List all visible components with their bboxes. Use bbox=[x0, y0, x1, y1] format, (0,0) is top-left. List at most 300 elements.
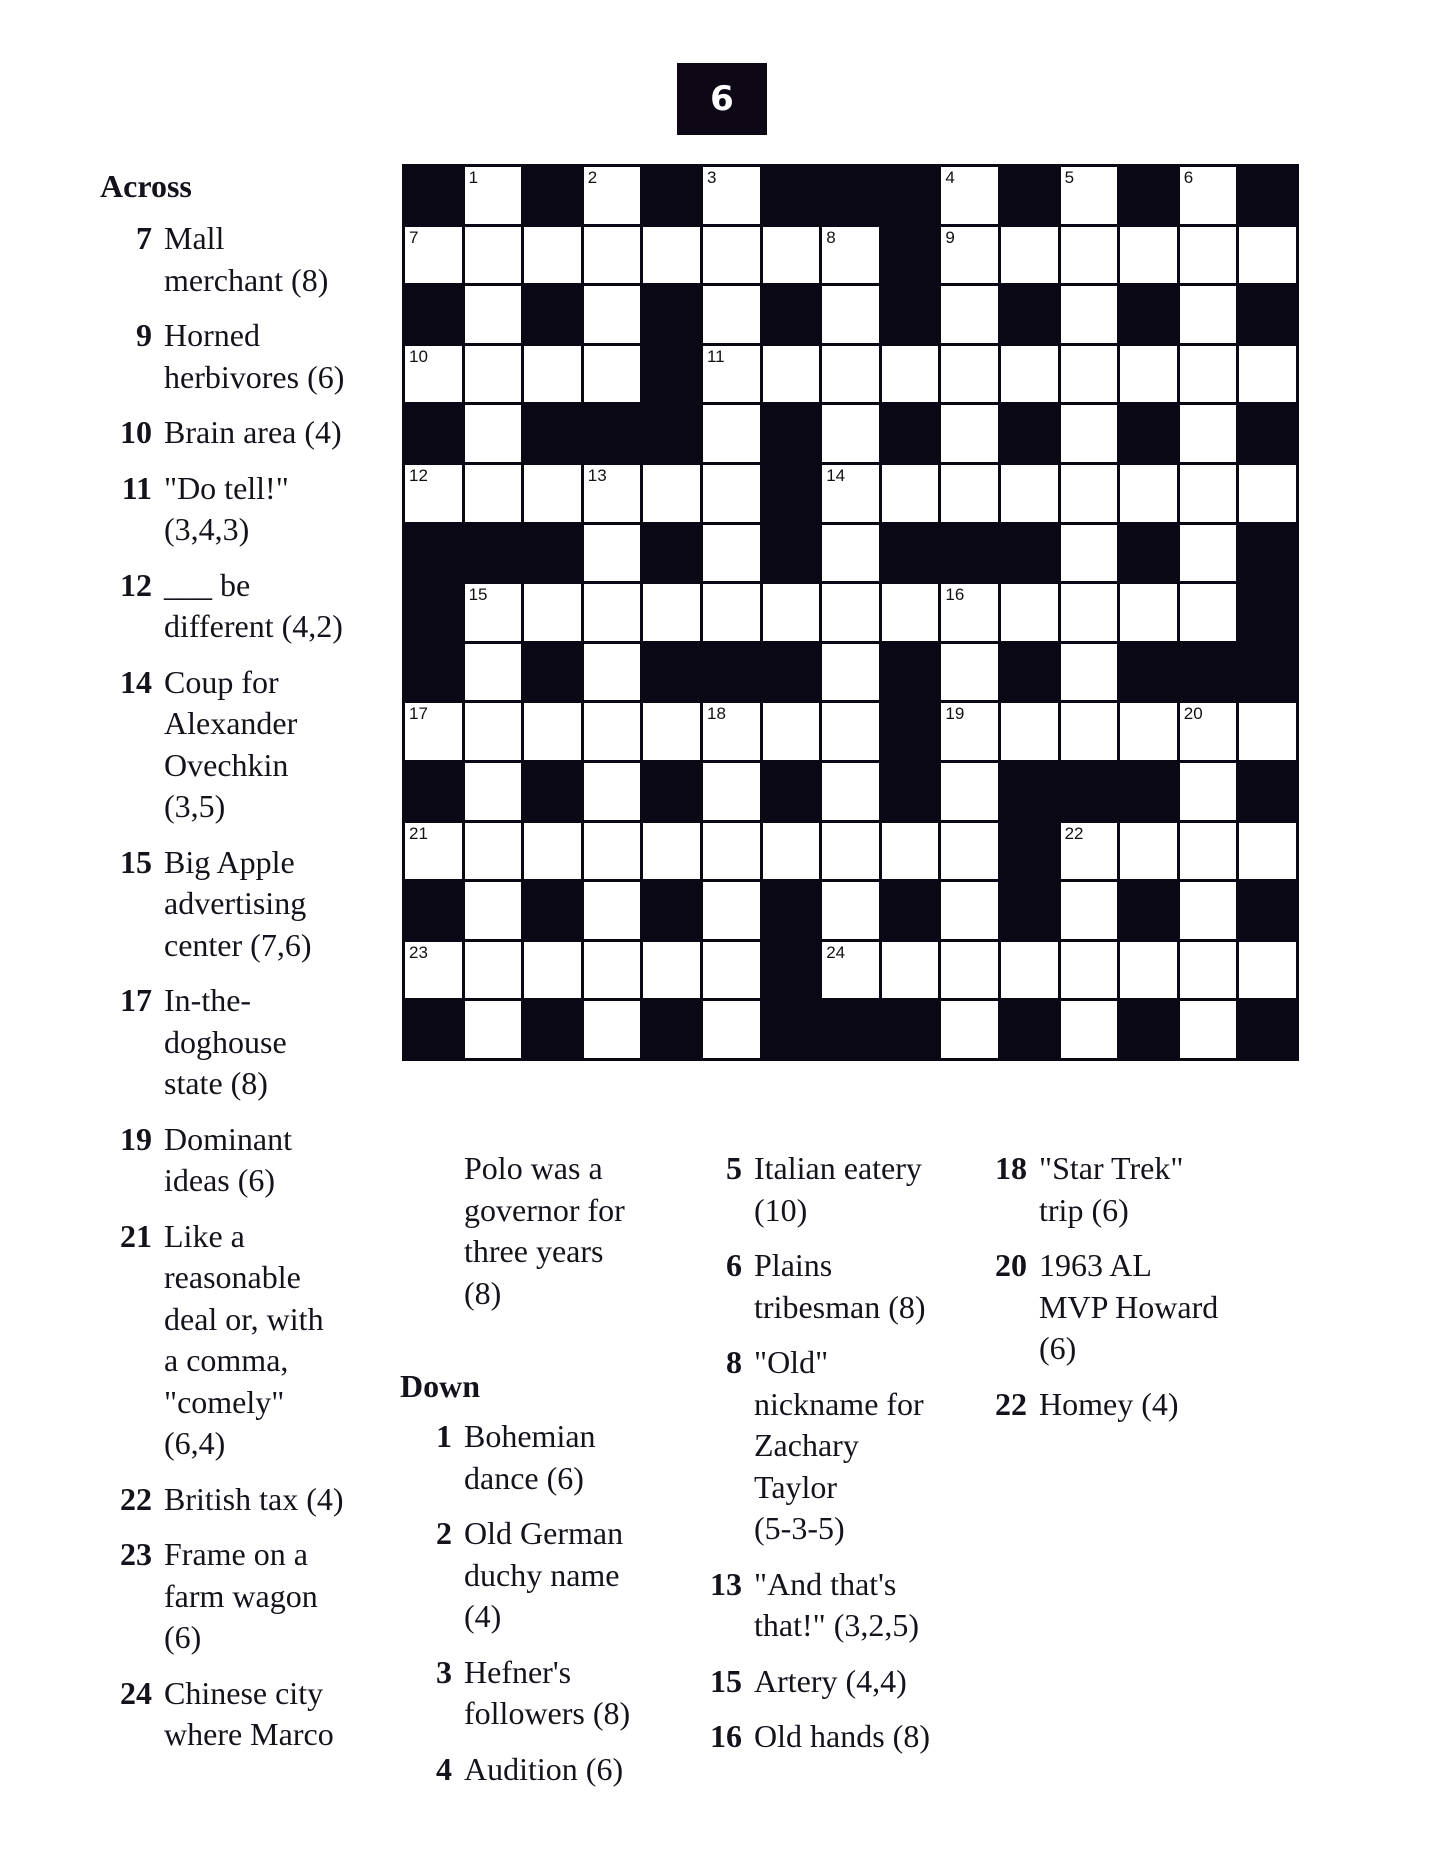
grid-cell[interactable] bbox=[524, 942, 581, 999]
grid-cell[interactable] bbox=[584, 942, 641, 999]
clue-number-label: 14 bbox=[826, 465, 846, 485]
page-number: 6 bbox=[710, 79, 734, 119]
across-clue-24 bbox=[100, 1673, 390, 1756]
clue-number-label: 4 bbox=[945, 168, 955, 187]
grid-cell[interactable] bbox=[405, 703, 462, 760]
grid-cell[interactable] bbox=[822, 405, 879, 462]
grid-block-cell bbox=[882, 525, 939, 582]
grid-cell[interactable] bbox=[643, 823, 700, 880]
grid-cell[interactable] bbox=[1120, 703, 1177, 760]
across-clue-12 bbox=[100, 565, 390, 648]
grid-cell[interactable] bbox=[584, 346, 641, 403]
grid-block-cell bbox=[882, 644, 939, 701]
across-clue-17 bbox=[100, 980, 390, 1105]
grid-block-cell bbox=[882, 763, 939, 820]
grid-cell[interactable] bbox=[1180, 525, 1237, 582]
clue-text: Coup for Alexander Ovechkin (3,5) bbox=[164, 663, 298, 824]
grid-cell[interactable] bbox=[1239, 823, 1296, 880]
grid-block-cell bbox=[763, 644, 820, 701]
across-clue-7 bbox=[100, 218, 390, 301]
clue-number: 8 bbox=[726, 1344, 742, 1380]
clue-number: 15 bbox=[120, 843, 152, 880]
across-clue-9 bbox=[100, 315, 390, 398]
down-clue-16 bbox=[690, 1716, 980, 1758]
grid-cell[interactable] bbox=[1180, 227, 1237, 284]
grid-block-cell bbox=[405, 167, 462, 224]
grid-cell[interactable] bbox=[584, 227, 641, 284]
down-clue-4 bbox=[400, 1749, 690, 1791]
grid-block-cell bbox=[1120, 167, 1177, 224]
grid-cell[interactable] bbox=[941, 1001, 998, 1058]
grid-cell[interactable] bbox=[1061, 227, 1118, 284]
grid-block-cell bbox=[763, 525, 820, 582]
grid-block-cell bbox=[405, 763, 462, 820]
grid-cell[interactable] bbox=[941, 942, 998, 999]
grid-cell[interactable] bbox=[465, 644, 522, 701]
grid-cell[interactable] bbox=[465, 763, 522, 820]
grid-block-cell bbox=[882, 703, 939, 760]
grid-cell[interactable] bbox=[1180, 703, 1237, 760]
grid-cell[interactable] bbox=[822, 703, 879, 760]
grid-cell[interactable] bbox=[643, 465, 700, 522]
grid-block-cell bbox=[1239, 763, 1296, 820]
grid-cell[interactable] bbox=[1180, 286, 1237, 343]
grid-cell[interactable] bbox=[643, 584, 700, 641]
clue-number: 9 bbox=[136, 317, 152, 353]
grid-cell[interactable] bbox=[822, 286, 879, 343]
grid-cell[interactable] bbox=[882, 823, 939, 880]
grid-cell[interactable] bbox=[1001, 584, 1058, 641]
across-clues-column bbox=[100, 168, 390, 1770]
grid-cell[interactable] bbox=[703, 286, 760, 343]
clue-text: Like a reasonable deal or, with a comma, "comely" (6,4) bbox=[164, 1217, 324, 1461]
grid-block-cell bbox=[524, 167, 581, 224]
clue-number: 22 bbox=[120, 1480, 152, 1517]
grid-cell[interactable] bbox=[405, 942, 462, 999]
grid-cell[interactable] bbox=[703, 882, 760, 939]
across-clue-15 bbox=[100, 842, 390, 967]
grid-block-cell bbox=[763, 763, 820, 820]
grid-cell[interactable] bbox=[643, 703, 700, 760]
across-clue-23 bbox=[100, 1534, 390, 1659]
grid-cell[interactable] bbox=[465, 703, 522, 760]
grid-cell[interactable] bbox=[465, 942, 522, 999]
clue-text: British tax (4) bbox=[164, 1480, 344, 1517]
grid-block-cell bbox=[763, 286, 820, 343]
grid-cell[interactable] bbox=[1001, 703, 1058, 760]
grid-block-cell bbox=[1001, 823, 1058, 880]
grid-cell[interactable] bbox=[524, 584, 581, 641]
crossword-grid bbox=[402, 164, 1299, 1061]
grid-cell[interactable] bbox=[1061, 703, 1118, 760]
grid-cell[interactable] bbox=[703, 1001, 760, 1058]
grid-cell[interactable] bbox=[643, 227, 700, 284]
grid-cell[interactable] bbox=[465, 1001, 522, 1058]
grid-block-cell bbox=[405, 286, 462, 343]
grid-block-cell bbox=[1120, 286, 1177, 343]
grid-cell[interactable] bbox=[763, 823, 820, 880]
grid-cell[interactable] bbox=[584, 167, 641, 224]
clue-number: 1 bbox=[436, 1418, 452, 1454]
grid-cell[interactable] bbox=[1180, 465, 1237, 522]
grid-cell[interactable] bbox=[882, 465, 939, 522]
grid-block-cell bbox=[405, 584, 462, 641]
grid-cell[interactable] bbox=[703, 346, 760, 403]
clue-number-label: 1 bbox=[468, 168, 479, 187]
grid-cell[interactable] bbox=[524, 465, 581, 522]
grid-block-cell bbox=[1001, 405, 1058, 462]
grid-cell[interactable] bbox=[1180, 763, 1237, 820]
grid-cell[interactable] bbox=[465, 823, 522, 880]
grid-block-cell bbox=[643, 882, 700, 939]
clue-text: Old hands (8) bbox=[754, 1718, 930, 1754]
clue-number: 19 bbox=[120, 1120, 152, 1157]
grid-cell[interactable] bbox=[1180, 405, 1237, 462]
grid-cell[interactable] bbox=[1239, 227, 1296, 284]
grid-cell[interactable] bbox=[703, 703, 760, 760]
grid-cell[interactable] bbox=[465, 286, 522, 343]
grid-cell[interactable] bbox=[822, 346, 879, 403]
clue-number-label: 3 bbox=[706, 168, 717, 187]
grid-cell[interactable] bbox=[822, 584, 879, 641]
clue-text: Italian eatery (10) bbox=[754, 1150, 922, 1228]
clue-text: ___ be different (4,2) bbox=[164, 566, 343, 644]
grid-cell[interactable] bbox=[822, 227, 879, 284]
grid-block-cell bbox=[584, 405, 641, 462]
grid-block-cell bbox=[1001, 286, 1058, 343]
grid-cell[interactable] bbox=[1001, 346, 1058, 403]
clue-number: 2 bbox=[436, 1515, 452, 1551]
grid-cell[interactable] bbox=[465, 227, 522, 284]
grid-block-cell bbox=[882, 286, 939, 343]
clue-number: 11 bbox=[121, 469, 152, 506]
grid-cell[interactable] bbox=[584, 882, 641, 939]
clue-text: Dominant ideas (6) bbox=[164, 1120, 292, 1198]
grid-cell[interactable] bbox=[763, 703, 820, 760]
clue-number-label: 10 bbox=[409, 346, 428, 366]
grid-cell[interactable] bbox=[882, 942, 939, 999]
clue-number: 13 bbox=[710, 1565, 742, 1602]
grid-block-cell bbox=[1120, 525, 1177, 582]
clue-number: 3 bbox=[436, 1653, 452, 1690]
grid-cell[interactable] bbox=[1180, 167, 1237, 224]
down-clue-20 bbox=[975, 1245, 1275, 1370]
clue-number-label: 22 bbox=[1064, 823, 1084, 843]
grid-cell[interactable] bbox=[584, 525, 641, 582]
grid-block-cell bbox=[1239, 167, 1296, 224]
down-clues-column-2 bbox=[690, 1148, 980, 1772]
grid-cell[interactable] bbox=[882, 584, 939, 641]
down-clue-18 bbox=[975, 1148, 1275, 1231]
grid-block-cell bbox=[405, 882, 462, 939]
grid-block-cell bbox=[643, 167, 700, 224]
grid-cell[interactable] bbox=[1001, 465, 1058, 522]
clue-number-label: 9 bbox=[945, 227, 955, 247]
grid-block-cell bbox=[524, 763, 581, 820]
grid-cell[interactable] bbox=[703, 227, 760, 284]
grid-cell[interactable] bbox=[524, 823, 581, 880]
down-clue-22 bbox=[975, 1384, 1275, 1426]
down-clue-2 bbox=[400, 1513, 690, 1638]
grid-cell[interactable] bbox=[465, 465, 522, 522]
grid-cell[interactable] bbox=[703, 763, 760, 820]
grid-cell[interactable] bbox=[1061, 286, 1118, 343]
grid-cell[interactable] bbox=[405, 227, 462, 284]
grid-cell[interactable] bbox=[1180, 942, 1237, 999]
grid-block-cell bbox=[643, 644, 700, 701]
across-clue-10 bbox=[100, 412, 390, 454]
grid-cell[interactable] bbox=[822, 525, 879, 582]
grid-cell[interactable] bbox=[1120, 346, 1177, 403]
grid-cell[interactable] bbox=[941, 286, 998, 343]
grid-cell[interactable] bbox=[584, 1001, 641, 1058]
grid-block-cell bbox=[1239, 644, 1296, 701]
grid-cell[interactable] bbox=[763, 584, 820, 641]
grid-cell[interactable] bbox=[1061, 405, 1118, 462]
grid-cell[interactable] bbox=[822, 942, 879, 999]
grid-cell[interactable] bbox=[1120, 465, 1177, 522]
down-clues-column-3 bbox=[975, 1148, 1275, 1439]
grid-cell[interactable] bbox=[822, 763, 879, 820]
clue-text: Homey (4) bbox=[1039, 1385, 1179, 1422]
grid-block-cell bbox=[524, 644, 581, 701]
grid-block-cell bbox=[703, 644, 760, 701]
clue-number: 14 bbox=[120, 663, 152, 700]
grid-cell[interactable] bbox=[1061, 1001, 1118, 1058]
grid-cell[interactable] bbox=[1180, 346, 1237, 403]
grid-cell[interactable] bbox=[1061, 525, 1118, 582]
grid-cell[interactable] bbox=[584, 465, 641, 522]
grid-cell[interactable] bbox=[1120, 942, 1177, 999]
grid-cell[interactable] bbox=[822, 644, 879, 701]
down-clues-column-1 bbox=[400, 1148, 690, 1804]
grid-block-cell bbox=[405, 644, 462, 701]
clue-number-label: 12 bbox=[409, 465, 428, 485]
grid-block-cell bbox=[643, 346, 700, 403]
grid-block-cell bbox=[1120, 644, 1177, 701]
grid-block-cell bbox=[1239, 1001, 1296, 1058]
across-clue-list bbox=[100, 218, 390, 1756]
grid-cell[interactable] bbox=[1061, 167, 1118, 224]
grid-cell[interactable] bbox=[941, 584, 998, 641]
grid-block-cell bbox=[1061, 763, 1118, 820]
grid-block-cell bbox=[1001, 525, 1058, 582]
grid-cell[interactable] bbox=[1239, 346, 1296, 403]
grid-cell[interactable] bbox=[1061, 644, 1118, 701]
grid-cell[interactable] bbox=[584, 763, 641, 820]
grid-block-cell bbox=[1001, 644, 1058, 701]
clue-text: Audition (6) bbox=[464, 1750, 624, 1787]
clue-number-label: 13 bbox=[587, 465, 607, 485]
grid-block-cell bbox=[882, 1001, 939, 1058]
clue-text: Big Apple advertising center (7,6) bbox=[164, 843, 312, 963]
grid-cell[interactable] bbox=[1061, 584, 1118, 641]
grid-block-cell bbox=[643, 286, 700, 343]
grid-cell[interactable] bbox=[941, 882, 998, 939]
clue-number: 22 bbox=[995, 1385, 1027, 1422]
down-clue-list-1 bbox=[400, 1416, 690, 1790]
grid-block-cell bbox=[524, 1001, 581, 1058]
grid-block-cell bbox=[1001, 763, 1058, 820]
clue-text: Mall merchant (8) bbox=[164, 220, 329, 298]
grid-cell[interactable] bbox=[703, 167, 760, 224]
grid-block-cell bbox=[643, 405, 700, 462]
grid-cell[interactable] bbox=[465, 584, 522, 641]
grid-cell[interactable] bbox=[465, 346, 522, 403]
grid-cell[interactable] bbox=[465, 405, 522, 462]
grid-cell[interactable] bbox=[1061, 346, 1118, 403]
grid-cell[interactable] bbox=[941, 405, 998, 462]
grid-cell[interactable] bbox=[941, 465, 998, 522]
clue-text: Brain area (4) bbox=[164, 414, 342, 450]
grid-cell[interactable] bbox=[1061, 823, 1118, 880]
grid-block-cell bbox=[882, 167, 939, 224]
grid-block-cell bbox=[822, 1001, 879, 1058]
grid-cell[interactable] bbox=[941, 167, 998, 224]
clue-number: 4 bbox=[436, 1750, 452, 1787]
grid-block-cell bbox=[1120, 763, 1177, 820]
grid-cell[interactable] bbox=[584, 286, 641, 343]
grid-block-cell bbox=[1239, 882, 1296, 939]
clue-number-label: 8 bbox=[826, 227, 836, 247]
grid-block-cell bbox=[882, 227, 939, 284]
grid-block-cell bbox=[882, 405, 939, 462]
grid-block-cell bbox=[1120, 882, 1177, 939]
page-number-badge bbox=[677, 63, 767, 135]
clue-number: 18 bbox=[995, 1150, 1027, 1186]
grid-cell[interactable] bbox=[1239, 942, 1296, 999]
grid-cell[interactable] bbox=[941, 227, 998, 284]
grid-cell[interactable] bbox=[941, 703, 998, 760]
grid-cell[interactable] bbox=[941, 763, 998, 820]
grid-cell[interactable] bbox=[405, 465, 462, 522]
grid-cell[interactable] bbox=[1061, 882, 1118, 939]
clue-text: Artery (4,4) bbox=[754, 1662, 907, 1699]
down-heading: Down bbox=[400, 1368, 481, 1404]
clue-text: "Star Trek" trip (6) bbox=[1039, 1150, 1184, 1228]
clue-number-label: 19 bbox=[945, 704, 965, 724]
clue-text: 1963 AL MVP Howard (6) bbox=[1039, 1247, 1219, 1366]
grid-cell[interactable] bbox=[584, 823, 641, 880]
grid-cell[interactable] bbox=[941, 644, 998, 701]
grid-block-cell bbox=[1180, 644, 1237, 701]
clue-text: Chinese city where Marco bbox=[164, 1674, 334, 1752]
clue-number: 23 bbox=[120, 1536, 152, 1572]
grid-cell[interactable] bbox=[703, 942, 760, 999]
grid-block-cell bbox=[405, 1001, 462, 1058]
clue-number-label: 11 bbox=[706, 346, 725, 366]
grid-cell[interactable] bbox=[405, 346, 462, 403]
grid-block-cell bbox=[1001, 167, 1058, 224]
grid-block-cell bbox=[643, 1001, 700, 1058]
grid-cell[interactable] bbox=[1239, 703, 1296, 760]
clue-text: In-the- doghouse state (8) bbox=[164, 982, 287, 1101]
grid-block-cell bbox=[1120, 405, 1177, 462]
grid-block-cell bbox=[763, 942, 820, 999]
clue-number: 15 bbox=[710, 1662, 742, 1699]
grid-cell[interactable] bbox=[703, 525, 760, 582]
grid-block-cell bbox=[1120, 1001, 1177, 1058]
across-clue-19 bbox=[100, 1119, 390, 1202]
grid-cell[interactable] bbox=[703, 405, 760, 462]
grid-cell[interactable] bbox=[763, 227, 820, 284]
clue-number-label: 2 bbox=[587, 168, 598, 187]
grid-block-cell bbox=[1239, 405, 1296, 462]
clue-number-label: 15 bbox=[468, 585, 488, 605]
grid-cell[interactable] bbox=[1120, 584, 1177, 641]
grid-cell[interactable] bbox=[465, 167, 522, 224]
clue-number: 24 bbox=[120, 1674, 152, 1711]
clue-number-label: 16 bbox=[945, 585, 965, 605]
grid-cell[interactable] bbox=[941, 823, 998, 880]
grid-cell[interactable] bbox=[1120, 227, 1177, 284]
across-clue-22 bbox=[100, 1479, 390, 1521]
grid-cell[interactable] bbox=[524, 227, 581, 284]
grid-block-cell bbox=[1001, 1001, 1058, 1058]
across-heading: Across bbox=[100, 168, 192, 204]
grid-block-cell bbox=[763, 465, 820, 522]
grid-cell[interactable] bbox=[1180, 584, 1237, 641]
grid-cell[interactable] bbox=[584, 584, 641, 641]
grid-cell[interactable] bbox=[1239, 465, 1296, 522]
grid-cell[interactable] bbox=[703, 465, 760, 522]
grid-cell[interactable] bbox=[584, 644, 641, 701]
clue-number: 20 bbox=[995, 1247, 1027, 1283]
grid-cell[interactable] bbox=[1180, 882, 1237, 939]
grid-block-cell bbox=[643, 763, 700, 820]
grid-cell[interactable] bbox=[524, 703, 581, 760]
down-clue-1 bbox=[400, 1416, 690, 1499]
grid-block-cell bbox=[643, 525, 700, 582]
down-clue-6 bbox=[690, 1245, 980, 1328]
grid-cell[interactable] bbox=[703, 823, 760, 880]
clue-number-label: 7 bbox=[409, 227, 419, 247]
grid-cell[interactable] bbox=[1061, 942, 1118, 999]
grid-cell[interactable] bbox=[941, 346, 998, 403]
clue-number-label: 18 bbox=[706, 704, 726, 724]
clue-text: Bohemian dance (6) bbox=[464, 1418, 596, 1496]
grid-cell[interactable] bbox=[643, 942, 700, 999]
grid-cell[interactable] bbox=[822, 882, 879, 939]
grid-block-cell bbox=[941, 525, 998, 582]
grid-cell[interactable] bbox=[1061, 465, 1118, 522]
grid-cell[interactable] bbox=[1180, 823, 1237, 880]
grid-cell[interactable] bbox=[405, 823, 462, 880]
grid-cell[interactable] bbox=[822, 465, 879, 522]
down-clue-8 bbox=[690, 1342, 980, 1550]
clue-number: 17 bbox=[120, 982, 152, 1018]
grid-cell[interactable] bbox=[584, 703, 641, 760]
grid-block-cell bbox=[763, 1001, 820, 1058]
grid-block-cell bbox=[1001, 882, 1058, 939]
grid-cell[interactable] bbox=[524, 346, 581, 403]
grid-cell[interactable] bbox=[1001, 942, 1058, 999]
clue-number: 12 bbox=[120, 566, 152, 603]
grid-cell[interactable] bbox=[1120, 823, 1177, 880]
grid-cell[interactable] bbox=[1180, 1001, 1237, 1058]
grid-block-cell bbox=[405, 525, 462, 582]
grid-cell[interactable] bbox=[822, 823, 879, 880]
grid-cell[interactable] bbox=[1001, 227, 1058, 284]
grid-cell[interactable] bbox=[465, 882, 522, 939]
grid-cell[interactable] bbox=[703, 584, 760, 641]
clue-number-label: 21 bbox=[409, 823, 428, 843]
grid-cell[interactable] bbox=[882, 346, 939, 403]
grid-cell[interactable] bbox=[763, 346, 820, 403]
grid-block-cell bbox=[405, 405, 462, 462]
across-clue-21 bbox=[100, 1216, 390, 1465]
down-clue-list-3 bbox=[975, 1148, 1275, 1425]
